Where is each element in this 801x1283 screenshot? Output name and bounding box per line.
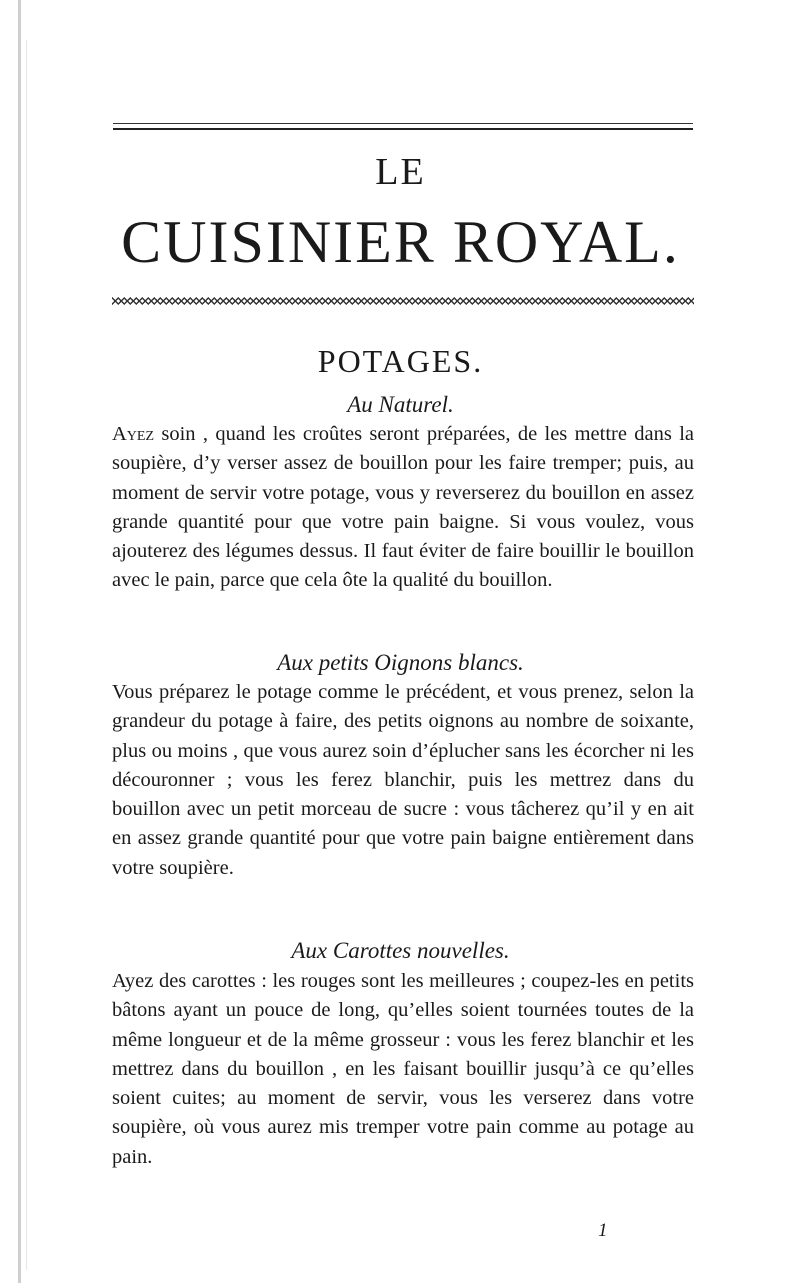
recipe-text-carottes: Ayez des carottes : les rouges sont les meilleures ; coupez-les en petits bâtons ayant un pouce de long, qu’elles soient tournées toutes de la même longueur et de la même grosseur : vous les ferez blanchir et les mettrez dans du bouillon , en les faisant bouillir jusqu’à ce qu’elles soient cuites; au moment de servir, vous les verserez dans votre soupière, où vous aurez mis tremper votre pain comme au potage au pain.: [112, 970, 694, 1168]
ornamental-rule: [112, 297, 694, 305]
book-title: CUISINIER ROYAL.: [121, 209, 680, 275]
top-rule: [113, 123, 693, 130]
lead-word: Ayez: [112, 423, 155, 445]
recipe-text-petits-oignons: Vous préparez le potage comme le précédent, et vous prenez, selon la grandeur du potage à faire, des petits oignons au nombre de soixante, plus ou moins , que vous aurez soin d’éplucher sans les écorcher ni les découronner ; vous les ferez blanchir, puis les mettrez dans du bouillon avec un petit morceau de sucre : vous tâcherez qu’il y en ait en assez grande quantité pour que votre pain baigne entièrement dans votre soupière.: [112, 681, 694, 879]
section-title: POTAGES.: [317, 343, 484, 379]
page-number: 1: [598, 1220, 608, 1241]
recipe-heading-petits-oignons: Aux petits Oignons blancs.: [277, 650, 524, 675]
recipe-body: soin , quand les croûtes seront préparées, de les mettre dans la soupière, d’y verser assez de bouillon pour les faire tremper; puis, au moment de servir votre potage, vous y reverserez du bouillon en assez grande quantité pour que votre pain baigne. Si vous voulez, vous ajouterez des légumes dessus. Il faut éviter de faire bouillir le bouillon avec le pain, parce que cela ôte la qualité du bouillon.: [112, 423, 694, 592]
recipe-text-au-naturel: [112, 420, 694, 596]
title-article: LE: [375, 151, 426, 193]
recipe-heading-carottes: Aux Carottes nouvelles.: [291, 938, 510, 963]
recipe-heading-au-naturel: Au Naturel.: [347, 392, 454, 417]
